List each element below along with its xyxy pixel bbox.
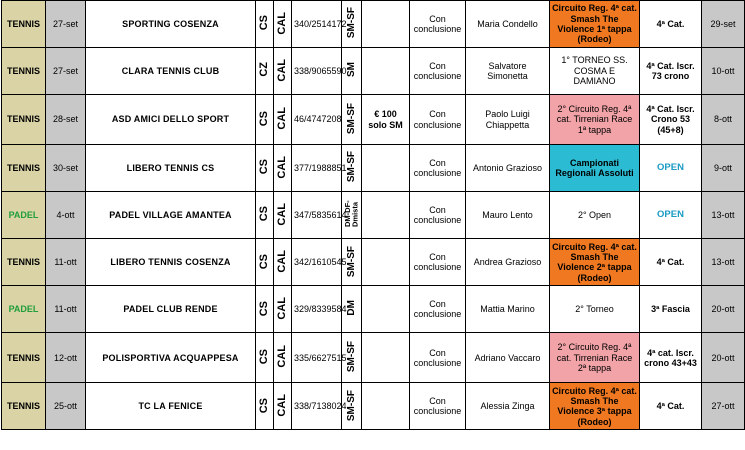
club-cell: ASD AMICI DELLO SPORT <box>86 95 256 145</box>
category-cell: SM <box>342 48 362 95</box>
end-date-cell: 10-ott <box>702 48 745 95</box>
mode-cell: Con conclusione <box>410 192 466 239</box>
start-date-cell: 11-ott <box>46 286 86 333</box>
prize-cell <box>362 383 410 430</box>
start-date-cell: 28-set <box>46 95 86 145</box>
phone-cell: 338/9065590 <box>292 48 342 95</box>
mode-cell: Con conclusione <box>410 145 466 192</box>
province-cell: CS <box>256 333 274 383</box>
end-date-cell: 13-ott <box>702 239 745 286</box>
event-cell: 1° TORNEO SS. COSMA E DAMIANO <box>550 48 640 95</box>
mode-cell: Con conclusione <box>410 95 466 145</box>
start-date-cell: 12-ott <box>46 333 86 383</box>
phone-cell: 46/4747208 <box>292 95 342 145</box>
region-cell: CAL <box>274 48 292 95</box>
prize-cell <box>362 1 410 48</box>
province-cell: CS <box>256 286 274 333</box>
table-row <box>2 1 745 48</box>
province-cell: CS <box>256 192 274 239</box>
start-date-cell: 25-ott <box>46 383 86 430</box>
mode-cell: Con conclusione <box>410 48 466 95</box>
event-cell: Campionati Regionali Assoluti <box>550 145 640 192</box>
club-cell: PADEL VILLAGE AMANTEA <box>86 192 256 239</box>
referee-cell: Mauro Lento <box>466 192 550 239</box>
level-cell: OPEN <box>640 145 702 192</box>
prize-cell <box>362 145 410 192</box>
region-cell: CAL <box>274 333 292 383</box>
event-cell: Circuito Reg. 4ª cat. Smash The Violence 3ª tappa (Rodeo) <box>550 383 640 430</box>
level-cell: 4ª Cat. <box>640 383 702 430</box>
event-cell: 2° Circuito Reg. 4ª cat. Tirrenian Race 1ª tappa <box>550 95 640 145</box>
region-cell: CAL <box>274 286 292 333</box>
category-cell: SM-SF <box>342 383 362 430</box>
end-date-cell: 27-ott <box>702 383 745 430</box>
start-date-cell: 30-set <box>46 145 86 192</box>
phone-cell: 347/5835614 <box>292 192 342 239</box>
tournament-schedule-table <box>1 0 745 430</box>
level-cell: 4ª Cat. Iscr. 73 crono <box>640 48 702 95</box>
table-row <box>2 95 745 145</box>
sport-cell: TENNIS <box>2 1 46 48</box>
table-row <box>2 145 745 192</box>
club-cell: POLISPORTIVA ACQUAPPESA <box>86 333 256 383</box>
province-cell: CS <box>256 1 274 48</box>
club-cell: TC LA FENICE <box>86 383 256 430</box>
referee-cell: Mattia Marino <box>466 286 550 333</box>
start-date-cell: 11-ott <box>46 239 86 286</box>
club-cell: SPORTING COSENZA <box>86 1 256 48</box>
prize-cell <box>362 286 410 333</box>
referee-cell: Paolo Luigi Chiappetta <box>466 95 550 145</box>
club-cell: LIBERO TENNIS COSENZA <box>86 239 256 286</box>
region-cell: CAL <box>274 95 292 145</box>
region-cell: CAL <box>274 239 292 286</box>
phone-cell: 342/1610545 <box>292 239 342 286</box>
sport-cell: TENNIS <box>2 145 46 192</box>
sport-cell: TENNIS <box>2 383 46 430</box>
level-cell: 4ª Cat. <box>640 239 702 286</box>
table-row <box>2 383 745 430</box>
end-date-cell: 9-ott <box>702 145 745 192</box>
level-cell: 4ª Cat. <box>640 1 702 48</box>
region-cell: CAL <box>274 192 292 239</box>
end-date-cell: 29-set <box>702 1 745 48</box>
region-cell: CAL <box>274 383 292 430</box>
mode-cell: Con conclusione <box>410 239 466 286</box>
phone-cell: 340/2514172 <box>292 1 342 48</box>
end-date-cell: 13-ott <box>702 192 745 239</box>
level-cell: OPEN <box>640 192 702 239</box>
region-cell: CAL <box>274 1 292 48</box>
province-cell: CS <box>256 145 274 192</box>
end-date-cell: 8-ott <box>702 95 745 145</box>
category-cell: SM-SF <box>342 1 362 48</box>
category-cell: DM <box>342 286 362 333</box>
category-cell: SM-SF <box>342 333 362 383</box>
mode-cell: Con conclusione <box>410 333 466 383</box>
prize-cell <box>362 239 410 286</box>
event-cell: Circuito Reg. 4ª cat. Smash The Violence 2ª tappa (Rodeo) <box>550 239 640 286</box>
prize-cell <box>362 192 410 239</box>
table-row <box>2 192 745 239</box>
referee-cell: Antonio Grazioso <box>466 145 550 192</box>
referee-cell: Andrea Grazioso <box>466 239 550 286</box>
table-row <box>2 333 745 383</box>
table-row <box>2 239 745 286</box>
category-cell: SM-SF <box>342 145 362 192</box>
referee-cell: Salvatore Simonetta <box>466 48 550 95</box>
start-date-cell: 27-set <box>46 48 86 95</box>
phone-cell: 338/7138024 <box>292 383 342 430</box>
province-cell: CZ <box>256 48 274 95</box>
prize-cell <box>362 48 410 95</box>
event-cell: 2° Torneo <box>550 286 640 333</box>
event-cell: 2° Open <box>550 192 640 239</box>
mode-cell: Con conclusione <box>410 383 466 430</box>
end-date-cell: 20-ott <box>702 286 745 333</box>
mode-cell: Con conclusione <box>410 286 466 333</box>
sport-cell: TENNIS <box>2 333 46 383</box>
level-cell: 4ª Cat. Iscr. Crono 53 (45+8) <box>640 95 702 145</box>
category-cell: SM-SF <box>342 239 362 286</box>
province-cell: CS <box>256 383 274 430</box>
sport-cell: TENNIS <box>2 95 46 145</box>
level-cell: 3ª Fascia <box>640 286 702 333</box>
club-cell: LIBERO TENNIS CS <box>86 145 256 192</box>
region-cell: CAL <box>274 145 292 192</box>
phone-cell: 329/8339584 <box>292 286 342 333</box>
start-date-cell: 4-ott <box>46 192 86 239</box>
event-cell: Circuito Reg. 4ª cat. Smash The Violence 1ª tappa (Rodeo) <box>550 1 640 48</box>
category-cell: SM-SF <box>342 95 362 145</box>
category-cell: DM-DF-Dmista <box>342 192 362 239</box>
prize-cell: € 100 solo SM <box>362 95 410 145</box>
club-cell: PADEL CLUB RENDE <box>86 286 256 333</box>
club-cell: CLARA TENNIS CLUB <box>86 48 256 95</box>
start-date-cell: 27-set <box>46 1 86 48</box>
sport-cell: TENNIS <box>2 48 46 95</box>
province-cell: CS <box>256 239 274 286</box>
level-cell: 4ª cat. Iscr. crono 43+43 <box>640 333 702 383</box>
table-row <box>2 48 745 95</box>
phone-cell: 335/6627515 <box>292 333 342 383</box>
sport-cell: PADEL <box>2 192 46 239</box>
referee-cell: Alessia Zinga <box>466 383 550 430</box>
table-row <box>2 286 745 333</box>
referee-cell: Adriano Vaccaro <box>466 333 550 383</box>
sport-cell: PADEL <box>2 286 46 333</box>
phone-cell: 377/1988851 <box>292 145 342 192</box>
referee-cell: Maria Condello <box>466 1 550 48</box>
event-cell: 2° Circuito Reg. 4ª cat. Tirrenian Race 2ª tappa <box>550 333 640 383</box>
mode-cell: Con conclusione <box>410 1 466 48</box>
end-date-cell: 20-ott <box>702 333 745 383</box>
province-cell: CS <box>256 95 274 145</box>
prize-cell <box>362 333 410 383</box>
sport-cell: TENNIS <box>2 239 46 286</box>
